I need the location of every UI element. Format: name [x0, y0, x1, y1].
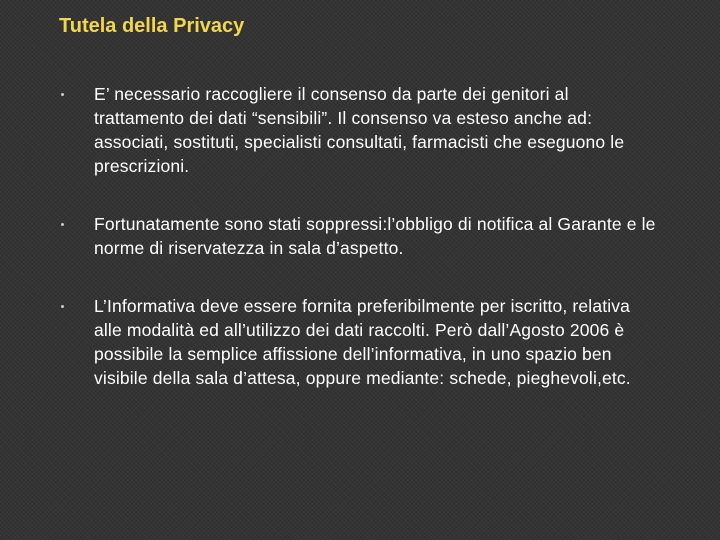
bullet-item-suppressed-obligations: [58, 212, 658, 260]
bullet-text: L’Informativa deve essere fornita preferibilmente per iscritto, relativa alle modalità ed all’utilizzo dei dati raccolti. Però dall’Agosto 2006 è possibile la semplice affissione dell’informativa, in uno spazio ben visibile della sala d’attesa, oppure mediante: schede, pieghevoli,etc.: [94, 296, 631, 388]
bullet-dot-icon: [61, 93, 64, 96]
bullet-dot-icon: [61, 305, 64, 308]
slide-title: Tutela della Privacy: [59, 15, 245, 37]
bullet-list: [58, 82, 658, 390]
bullet-text: Fortunatamente sono stati soppressi:l’obbligo di notifica al Garante e le norme di riservatezza in sala d’aspetto.: [94, 214, 656, 258]
bullet-item-informativa: [58, 294, 658, 390]
bullet-item-consent: [58, 82, 658, 178]
bullet-dot-icon: [61, 223, 64, 226]
bullet-text: E’ necessario raccogliere il consenso da parte dei genitori al trattamento dei dati “sensibili”. Il consenso va esteso anche ad: associati, sostituti, specialisti consultati, farmacisti che eseguono le prescrizioni.: [94, 84, 625, 176]
